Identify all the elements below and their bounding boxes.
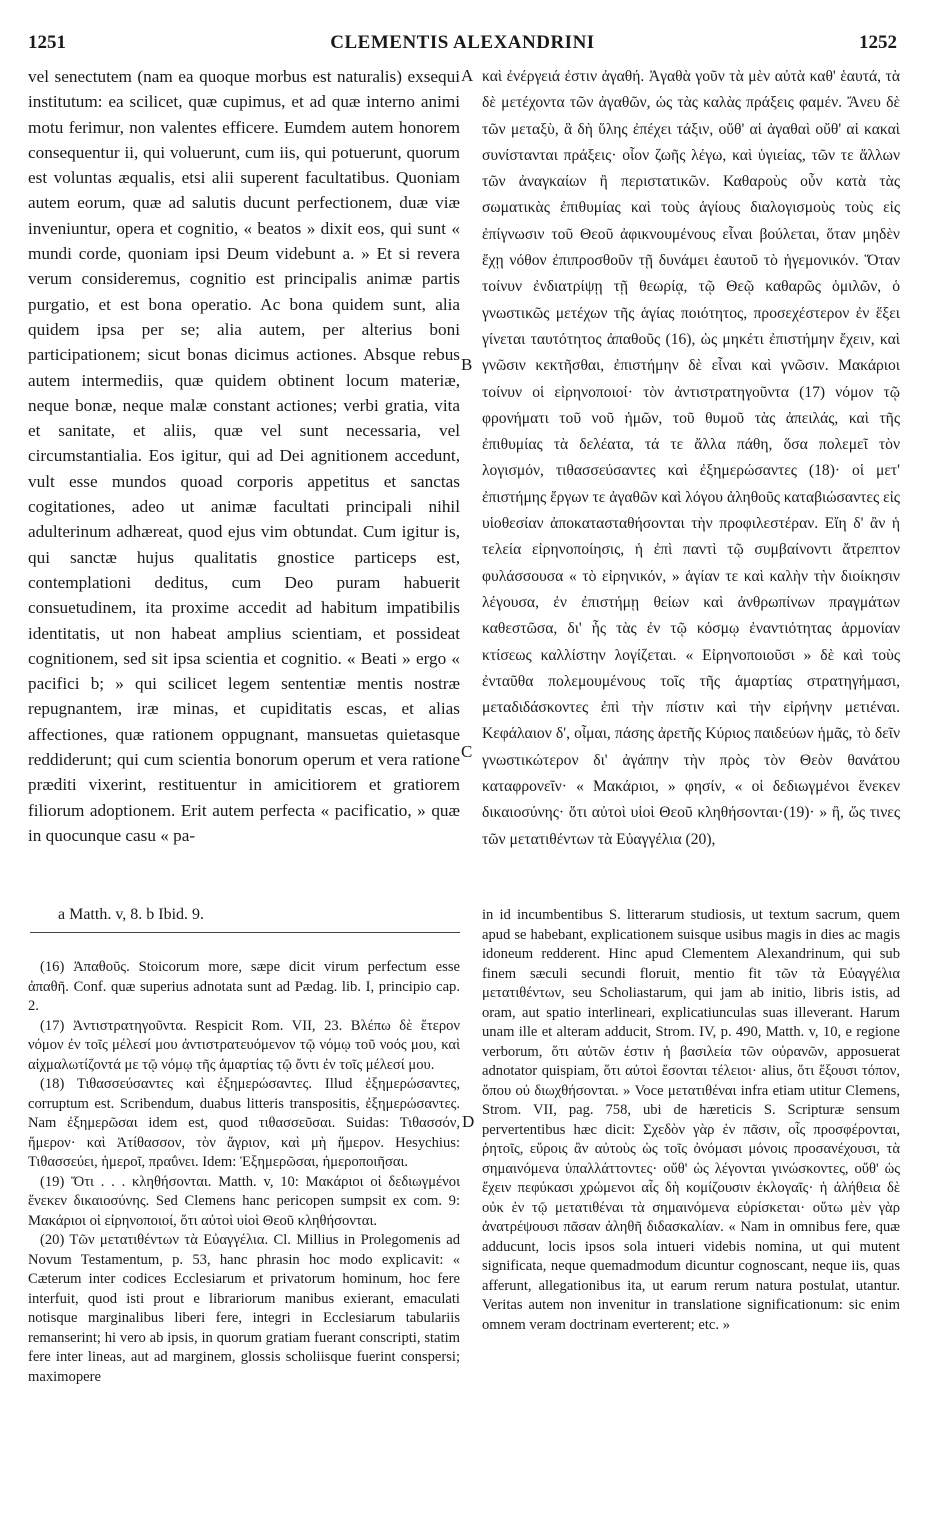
greek-text: καὶ ἐνέργειά ἐστιν ἀγαθή. Ἀγαθὰ γοῦν τὰ μὲν αὐτὰ καθ' ἑαυτά, τὰ δὲ μετέχοντα τῶν ἀγαθῶν, ὡς τὰς καλὰς πράξεις φαμέν. Ἄνευ δὲ τῶν μεταξὺ, ἃ δὴ ὕλης ἐπέχει τάξιν, οὔθ' αἱ ἀγαθαὶ οὔθ' αἱ κακαὶ συνίστανται πράξεις· οἷον ζωῆς λέγω, καὶ ὑγιείας, τῶν τε ἄλλων τῶν ἀναγκαίων ἢ περιστατικῶν. Καθαροὺς οὖν κατὰ τὰς σωματικὰς ἐπιθυμίας καὶ τοὺς ἁγίους διαλογισμοὺς τοὺς εἰς ἐπίγνωσιν τοῦ Θεοῦ ἀφικνουμένους εἶναι βούλεται, ὅταν μηδὲν ἔχῃ νόθον ἐπιπροσθοῦν τῇ δυνάμει ἑαυτοῦ τὸ ἡγεμονικόν. Ὅταν τοίνυν ἐνδιατρίψῃ τῇ θεωρίᾳ, τῷ Θεῷ καθαρῶς ὁμιλῶν, ὁ γνωστικῶς μετέχων τῆς ἁγίας ποιότητος, προσεχέστερον ἐν ἕξει γίνεται ταυτότητος ἀπαθοῦς (16), ὡς μηκέτι ἐπιστήμην ἔχειν, καὶ γνῶσιν κεκτῆσθαι, ἐπιστήμην δὲ εἶναι καὶ γνῶσιν. Μακάριοι τοίνυν οἱ εἰρηνοποιοί· τὸν ἀντιστρατηγοῦντα (17) νόμον τῷ φρονήματι τοῦ νοῦ ἡμῶν, τοῦ θυμοῦ τὰς ἀπειλάς, καὶ τῆς ἐπιθυμίας τὰ δελέατα, τά τε ἄλλα πάθη, ὅσα πολεμεῖ τὸν λογισμόν, τιθασσεύσαντες καὶ ἐξημερώσαντες (18)· οἱ μετ' ἐπιστήμης ἔργων τε ἀγαθῶν καὶ λόγου ἀληθοῦς καταβιώσαντες εἰς υἱοθεσίαν ἀποκατασταθήσονται τὴν προφιλεστέραν. Εἴη δ' ἂν ἡ τελεία εἰρηνοποίησις, ἡ ἐπὶ παντὶ τῷ συμβαίνοντι ἄτρεπτον φυλάσσουσα « τὸ εἰρηνικόν, » ἁγίαν τε καὶ καλὴν τὴν διοίκησιν λέγουσα, ἐν ἐπιστήμῃ θείων καὶ ἀνθρωπίνων πραγμάτων καθεστῶσα, δι' ἧς τὰς ἐν τῷ κόσμῳ ἐναντιότητας ἁρμονίαν κτίσεως καλλίστην λογίζεται. « Εἰρηνοποιοῦσι » δὲ καὶ τοὺς ἐνταῦθα πολεμουμένους τοῖς τῆς ἁμαρτίας στρατηγήμασι, μεταδιδάσκοντες ἐπὶ τὴν πίστιν καὶ τὴν εἰρήνην μετιέναι. Κεφάλαιον δ', οἶμαι, πάσης ἀρετῆς Κύριος παιδεύων ἡμᾶς, τὸ δεῖν γνωστικώτερον δι' ἀγάπην τὴν πρὸς τὸν Θεὸν θανάτου καταφρονεῖν· « Μακάριοι, » φησίν, « οἱ δεδιωγμένοι ἕνεκεν δικαιοσύνης· ὅτι αὐτοὶ υἱοὶ Θεοῦ κληθήσονται·(19)· » ἢ, ὥς τινες τῶν μετατιθέντων τὰ Εὐαγγέλια (20), [482, 68, 900, 848]
margin-letter-a: A [461, 66, 474, 85]
running-title: CLEMENTIS ALEXANDRINI [330, 32, 595, 53]
note-20-continued: in id incumbentibus S. litterarum studiosis, ut textum sacrum, quem apud se habebant, explicationem suisque usibus magis in dies ac magis idoneum redderent. Hinc apud Clementem Alexandrinum, qui sub finem sæculi secundi floruit, mentio fit τῶν τὰ Εὐαγγέλια μετατιθέντων, seu Scholiastarum, qui jam ab initio, libris istis, ad oram, aut spatio interlineari, explicatiunculas suas illeverant. Harum unam ille et alteram adducit, Strom. IV, p. 490, Matth. v, 10, e regione verborum, ὅτι αὐτῶν ἐστιν ἡ βασιλεία τῶν οὐρανῶν, apposuerat adnotator quispiam, ὅτι αὐτοὶ ἔσονται τέλειοι· alius, ὅτι ἕξουσι τόπον, ὅπου οὐ διωχθήσονται. » Voce μετατιθέναι infra etiam utitur Clemens, Strom. VII, pag. 758, ubi de hæreticis S. Scripturæ sensum pervertentibus hæc dicit: Σχεδὸν γὰρ ἐν πᾶσιν, οἷς προσφέρονται, ῥητοῖς, εὕροις ἂν αὐτοὺς ὡς τοῖς ὀνόμασι μόνοις προσανέχουσι, τὰ σημαινόμενα ὑπαλλάττοντες· οὔθ' ὡς λέγονται γινώσκοντες, οὔθ' ὡς ἔχειν πεφύκασι χρώμενοι αἷς δὴ κομίζουσιν ἐκλογαῖς· ἡ ἀλήθεια δὲ οὐκ ἐν τῷ μετατιθέναι τὰ σημαινόμενα εὑρίσκεται· οὕτω μὲν γὰρ ἀνατρέψουσι πᾶσαν ἀληθῆ διδασκαλίαν. « Nam in omnibus fere, quæ adducunt, locis ipsos sola intueri videbis nomina, ut qui mutent significata, neque quemadmodum dicuntur cognoscant, neque iis, quas afferunt, allegationibus ita, ut earum rerum natura postulat, utantur. Veritas autem non invenitur in translatione significationum: sic enim omnem veram doctrinam everterent; etc. » [482, 907, 900, 1333]
scripture-references: a Matth. v, 8. b Ibid. 9. [58, 906, 205, 923]
notes-right-column [482, 906, 900, 1335]
margin-letter-d: D [462, 1112, 475, 1131]
latin-column [28, 64, 460, 848]
running-header [28, 32, 897, 62]
page-number-left: 1251 [28, 32, 66, 53]
greek-column [482, 64, 900, 853]
note-20: (20) Τῶν μετατιθέντων τὰ Εὐαγγέλια. Cl. Millius in Prolegomenis ad Novum Testamentum, p. 53, hanc phrasin hoc modo explicavit: « Cæterum inter codices Ecclesiarum et privatorum hominum, hoc fere interfuit, quod isti prout e librariorum manibus exierant, emaculati notisque marginalibus liberi fere, integri in Ecclesiarum tabulariis remanserint; hi vero ab ipsis, in quorum gratiam fuerant conscripti, statim fere inter lineas, aut ad marginem, glossis scholiisque fuerint conspersi; maximopere [28, 1232, 460, 1385]
notes-divider [30, 932, 460, 933]
margin-letter-b: B [461, 355, 473, 374]
note-19: (19) Ὅτι . . . κληθήσονται. Matth. v, 10: Μακάριοι οἱ δεδιωγμένοι ἕνεκεν δικαιοσύνης. Sed Clemens hanc pericopen sumpsit ex com. 9: Μακάριοι οἱ εἰρηνοποιοί, ὅτι αὐτοὶ υἱοὶ Θεοῦ κληθήσονται. [28, 1173, 460, 1229]
page-number-right: 1252 [859, 32, 897, 53]
note-18: (18) Τιθασσεύσαντες καὶ ἐξημερώσαντες. Illud ἐξημερώσαντες, corruptum est. Scribendum, duabus litteris transpositis, ἐξημερώσαντες. Nam ἐξημερῶσαι idem est, quod τιθασσεῦσαι. Suidas: Τιθασσόν, ἥμερον· καὶ Ἀτίθασσον, τὸν ἄγριον, καὶ μὴ ἥμερον. Hesychius: Τιθασσεύει, ἡμεροῖ, πραΰνει. Idem: Ἐξημερῶσαι, ἡμεροποιῆσαι. [28, 1076, 460, 1170]
notes-left-column [28, 958, 460, 1387]
note-16: (16) Ἀπαθοῦς. Stoicorum more, sæpe dicit virum perfectum esse ἀπαθῆ. Conf. quæ superius adnotata sunt ad Pædag. lib. I, principio cap. 2. [28, 959, 460, 1014]
note-17: (17) Ἀντιστρατηγοῦντα. Respicit Rom. VII, 23. Βλέπω δὲ ἕτερον νόμον ἐν τοῖς μέλεσί μου ἀντιστρατευόμενον τῷ νόμῳ τοῦ νοός μου, καὶ αἰχμαλωτίζοντά με τῷ νόμῳ τῆς ἁμαρτίας τῷ ὄντι ἐν τοῖς μέλεσί μου. [28, 1017, 460, 1073]
margin-letter-c: C [461, 742, 473, 761]
latin-text: vel senectutem (nam ea quoque morbus est naturalis) exsequi institutum: ea scilicet, quæ cupimus, et ad quæ interno animi motu ferimur, non valentes efficere. Eumdem autem honorem consequentur ii, qui voluerunt, cum iis, qui potuerunt, quorum est voluntas æqualis, etsi alii superent facultatibus. Quoniam autem eorum, quæ ad salutis ducunt perfectionem, duæ viæ inveniuntur, opera et cognitio, « beatos » dixit eos, qui sunt « mundi corde, quoniam ipsi Deum videbunt a. » Et si revera verum consideremus, cognitio est principalis animæ partis purgatio, et est bona operatio. Ac bona quidem sunt, alia quidem ipsa per se; alia autem, per alterius boni participationem; sicut bonas dicimus actiones. Absque rebus autem intermediis, quæ quidem obtinent locum materiæ, neque bonæ, neque malæ constant actiones; verbi gratia, vita et sanitate, et aliis, quæ vel sunt necessaria, vel circumstantialia. Eos igitur, qui ad Dei agnitionem accedunt, vult esse mundos quoad corporis appetitus et sanctas cogitationes, adeo ut animæ facultati principali nihil adulterinum adhæreat, quod ejus vim obtundat. Cum igitur is, qui sanctæ hujus qualitatis gnostice particeps est, contemplationi deditus, cum Deo puram habuerit consuetudinem, ita proxime accedit ad habitum impatibilis identitatis, ut non habeat amplius scientiam, et possideat cognitionem, sed sit ipsa scientia et cognitio. « Beati » ergo « pacifici b; » qui scilicet legem sententiæ mentis nostræ repugnantem, iræ minas, et cupiditatis escas, et alias affectiones, quæ rationem oppugnant, mansuetas quietasque reddiderunt; qui cum scientia bonorum operum et vera ratione præditi vixerint, restituentur in amicitiorem et gratiorem filiorum adoptionem. Erit autem perfecta « pacificatio, » quæ in quocunque casu « pa- [28, 67, 460, 845]
